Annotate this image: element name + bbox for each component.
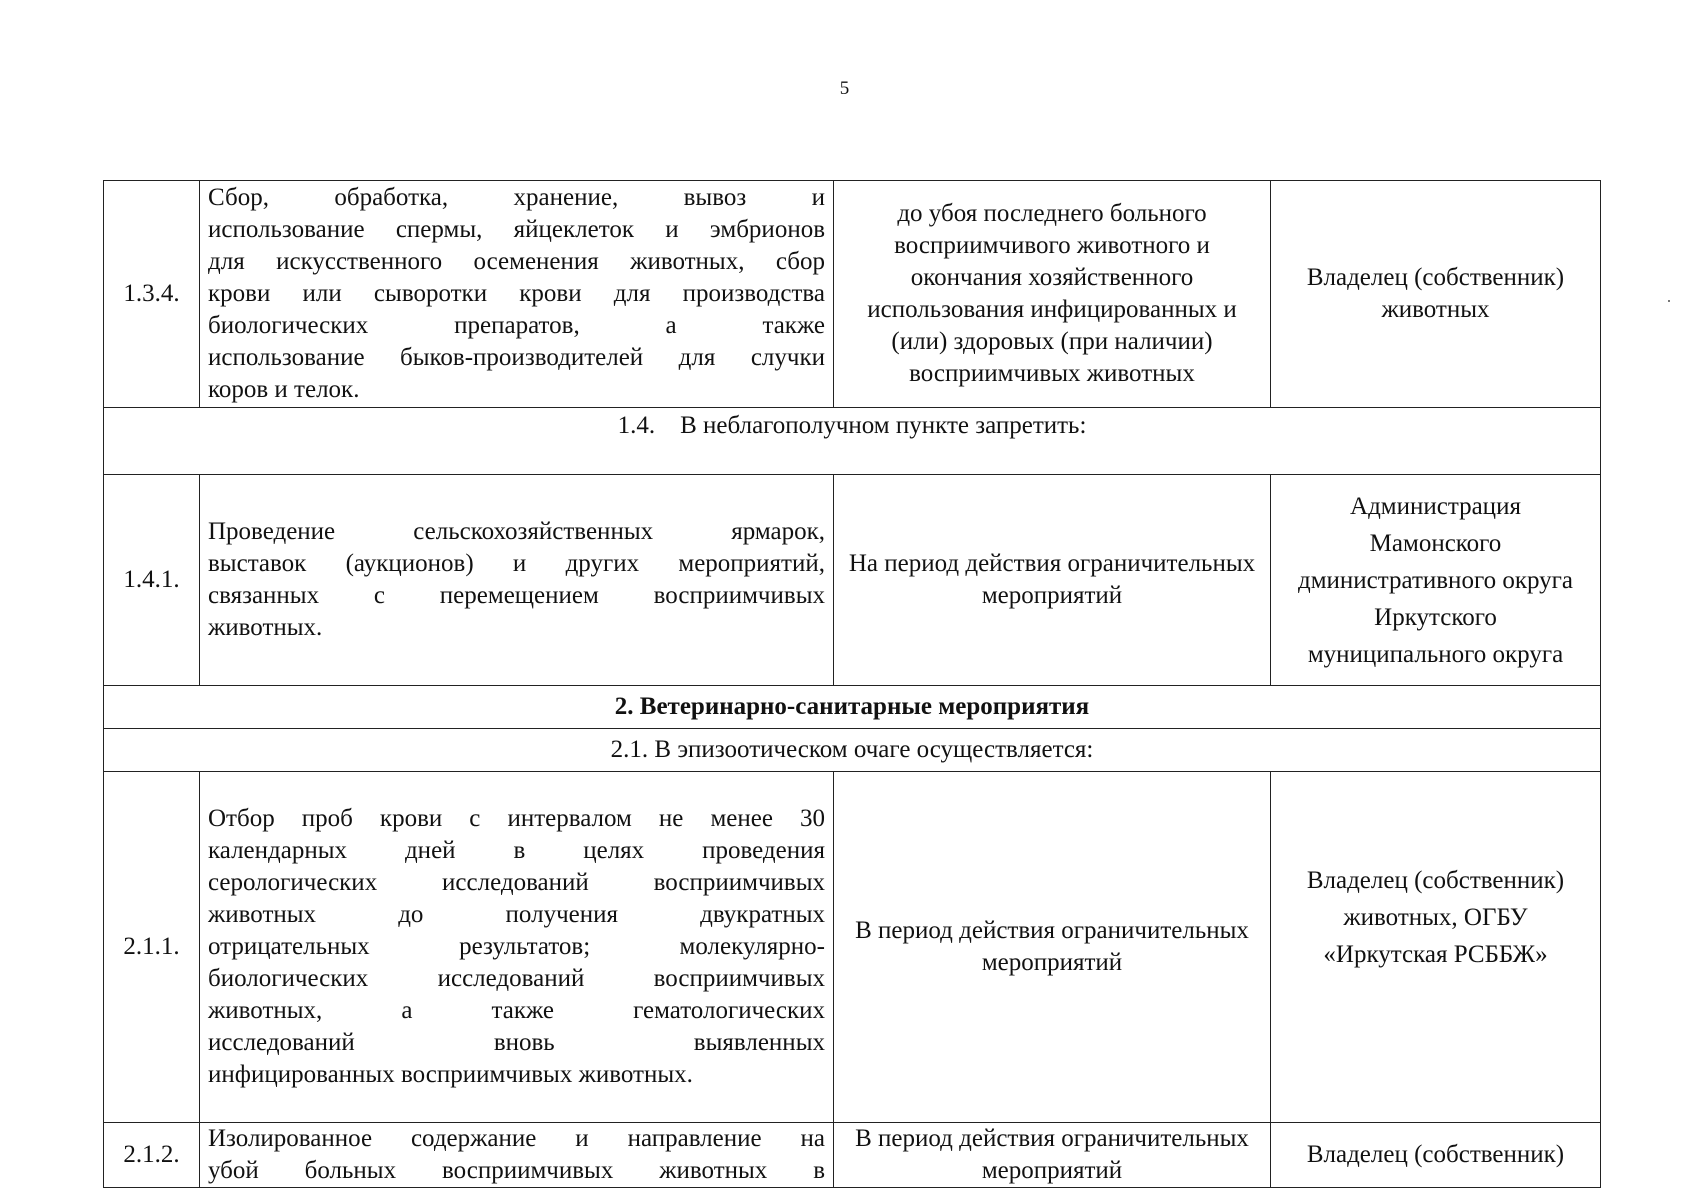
- description-line: исследований вновь выявленных: [208, 1029, 825, 1056]
- description-line: серологических исследований восприимчивых: [208, 869, 825, 896]
- row-number: 1.3.4.: [104, 181, 200, 408]
- row-number: 2.1.1.: [104, 772, 200, 1123]
- section-heading: 2.1. В эпизоотическом очаге осуществляется:: [104, 729, 1601, 772]
- responsible-line: животных, ОГБУ: [1343, 903, 1528, 931]
- description-line: календарных дней в целях проведения: [208, 837, 825, 864]
- stray-mark: [1668, 300, 1670, 302]
- description-line: коров и телок.: [208, 376, 360, 403]
- section-row-1-4: [104, 408, 1601, 475]
- measure-responsible: [1271, 475, 1601, 686]
- table-row-2-1-2: [104, 1123, 1601, 1188]
- measure-description: [200, 181, 834, 408]
- description-line: животных, а также гематологических: [208, 997, 825, 1024]
- responsible-line: «Иркутская РСББЖ»: [1323, 940, 1548, 968]
- description-line: Изолированное содержание и направление на: [208, 1125, 825, 1152]
- section-row-2: [104, 686, 1601, 729]
- measure-term: На период действия ограничительных мероприятий: [834, 475, 1271, 686]
- description-line: инфицированных восприимчивых животных.: [208, 1061, 693, 1088]
- measures-table: [103, 180, 1601, 1188]
- description-line: выставок (аукционов) и других мероприятий,: [208, 550, 825, 577]
- description-line: биологических препаратов, а также: [208, 312, 825, 339]
- measure-description: [200, 1123, 834, 1188]
- section-heading: 2. Ветеринарно-санитарные мероприятия: [104, 686, 1601, 729]
- responsible-line: муниципального округа: [1307, 640, 1564, 668]
- responsible-line: дминистративного округа: [1298, 566, 1573, 594]
- description-line: Проведение сельскохозяйственных ярмарок,: [208, 518, 825, 545]
- section-row-2-1: [104, 729, 1601, 772]
- measure-responsible: [1271, 772, 1601, 1123]
- measure-term: до убоя последнего больного восприимчивого животного и окончания хозяйственного использования инфицированных и (или) здоровых (при наличии) восприимчивых животных: [834, 181, 1271, 408]
- responsible-line: Иркутского: [1374, 603, 1497, 631]
- section-heading: 1.4. В неблагополучном пункте запретить:: [104, 408, 1601, 475]
- responsible-line: Администрация: [1350, 492, 1521, 520]
- measure-description: [200, 772, 834, 1123]
- description-line: для искусственного осеменения животных, сбор: [208, 248, 825, 275]
- table-row-2-1-1: [104, 772, 1601, 1123]
- description-line: связанных с перемещением восприимчивых: [208, 582, 825, 609]
- description-line: животных до получения двукратных: [208, 901, 825, 928]
- description-line: использование спермы, яйцеклеток и эмбрионов: [208, 216, 825, 243]
- measure-term: В период действия ограничительных мероприятий: [834, 772, 1271, 1123]
- responsible-line: Мамонского: [1369, 529, 1502, 557]
- responsible-line: Владелец (собственник): [1306, 866, 1565, 894]
- table-row-1-3-4: [104, 181, 1601, 408]
- row-number: 1.4.1.: [104, 475, 200, 686]
- description-line: Отбор проб крови с интервалом не менее 30: [208, 805, 825, 832]
- description-line: Сбор, обработка, хранение, вывоз и: [208, 184, 825, 211]
- description-line: крови или сыворотки крови для производства: [208, 280, 825, 307]
- measure-term: В период действия ограничительных мероприятий: [834, 1123, 1271, 1188]
- row-number: 2.1.2.: [104, 1123, 200, 1188]
- description-line: убой больных восприимчивых животных в: [208, 1157, 825, 1184]
- measure-responsible: Владелец (собственник) животных: [1271, 181, 1601, 408]
- description-line: животных.: [208, 614, 323, 641]
- page-number: 5: [839, 78, 850, 99]
- description-line: отрицательных результатов; молекулярно-: [208, 933, 825, 960]
- table-row-1-4-1: [104, 475, 1601, 686]
- description-line: биологических исследований восприимчивых: [208, 965, 825, 992]
- description-line: использование быков-производителей для случки: [208, 344, 825, 371]
- measure-responsible: Владелец (собственник): [1271, 1123, 1601, 1188]
- measure-description: [200, 475, 834, 686]
